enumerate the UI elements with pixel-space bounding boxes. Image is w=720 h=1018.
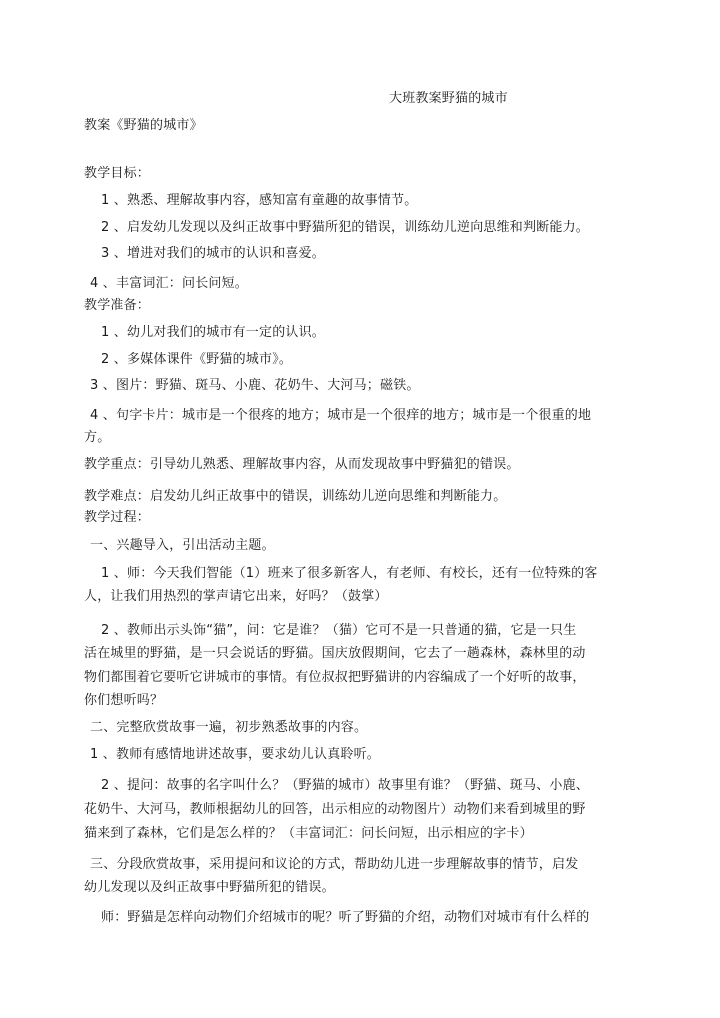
process-paragraph: 幼儿发现以及纠正故事中野猫所犯的错误。 bbox=[84, 880, 335, 895]
document-title: 大班教案野猫的城市 bbox=[389, 91, 508, 106]
document-subtitle: 教案《野猫的城市》 bbox=[84, 118, 203, 133]
process-paragraph: 2 、提问：故事的名字叫什么？（野猫的城市）故事里有谁？（野猫、斑马、小鹿、 bbox=[101, 778, 590, 793]
process-paragraph: 物们都围着它要听它讲城市的事情。有位叔叔把野猫讲的内容编成了一个好听的故事， bbox=[84, 670, 586, 685]
goal-item: 4 、丰富词汇：问长问短。 bbox=[90, 276, 249, 291]
process-step-heading: 三、分段欣赏故事，采用提问和议论的方式，帮助幼儿进一步理解故事的情节，启发 bbox=[90, 857, 579, 872]
process-paragraph: 猫来到了森林，它们是怎么样的？（丰富词汇：问长问短，出示相应的字卡） bbox=[84, 826, 533, 841]
process-paragraph: 花奶牛、大河马，教师根据幼儿的回答，出示相应的动物图片）动物们来看到城里的野 bbox=[84, 802, 586, 817]
prep-item-continued: 方。 bbox=[84, 430, 111, 445]
goal-item: 1 、熟悉、理解故事内容，感知富有童趣的故事情节。 bbox=[101, 193, 418, 208]
prep-item: 2 、多媒体课件《野猫的城市》。 bbox=[101, 352, 293, 367]
process-paragraph: 你们想听吗？ bbox=[84, 693, 164, 708]
process-heading: 教学过程： bbox=[84, 510, 151, 525]
key-point: 教学重点：引导幼儿熟悉、理解故事内容，从而发现故事中野猫犯的错误。 bbox=[84, 457, 520, 472]
difficulty: 教学难点：启发幼儿纠正故事中的错误，训练幼儿逆向思维和判断能力。 bbox=[84, 489, 507, 504]
prep-item: 4 、句字卡片：城市是一个很疼的地方；城市是一个很痒的地方；城市是一个很重的地 bbox=[90, 408, 592, 423]
goal-item: 2 、启发幼儿发现以及纠正故事中野猫所犯的错误，训练幼儿逆向思维和判断能力。 bbox=[101, 220, 590, 235]
goals-heading: 教学目标： bbox=[84, 166, 151, 181]
process-step-heading: 二、完整欣赏故事一遍，初步熟悉故事的内容。 bbox=[90, 720, 368, 735]
prep-item: 1 、幼儿对我们的城市有一定的认识。 bbox=[101, 325, 326, 340]
process-paragraph: 1 、师：今天我们智能（1）班来了很多新客人，有老师、有校长，还有一位特殊的客 bbox=[101, 566, 598, 581]
process-paragraph: 活在城里的野猫，是一只会说话的野猫。国庆放假期间，它去了一趟森林，森林里的动 bbox=[84, 646, 586, 661]
process-step-heading: 一、兴趣导入，引出活动主题。 bbox=[90, 538, 275, 553]
goal-item: 3 、增进对我们的城市的认识和喜爱。 bbox=[101, 246, 326, 261]
process-paragraph: 人，让我们用热烈的掌声请它出来，好吗？（鼓掌） bbox=[84, 589, 388, 604]
prep-heading: 教学准备： bbox=[84, 298, 151, 313]
prep-item: 3 、图片：野猫、斑马、小鹿、花奶牛、大河马；磁铁。 bbox=[90, 378, 420, 393]
process-paragraph: 2 、教师出示头饰“猫”，问：它是谁？（猫）它可不是一只普通的猫，它是一只生 bbox=[101, 623, 577, 638]
process-paragraph: 师：野猫是怎样向动物们介绍城市的呢？听了野猫的介绍，动物们对城市有什么样的 bbox=[101, 910, 590, 925]
process-paragraph: 1 、教师有感情地讲述故事，要求幼儿认真聆听。 bbox=[90, 747, 381, 762]
